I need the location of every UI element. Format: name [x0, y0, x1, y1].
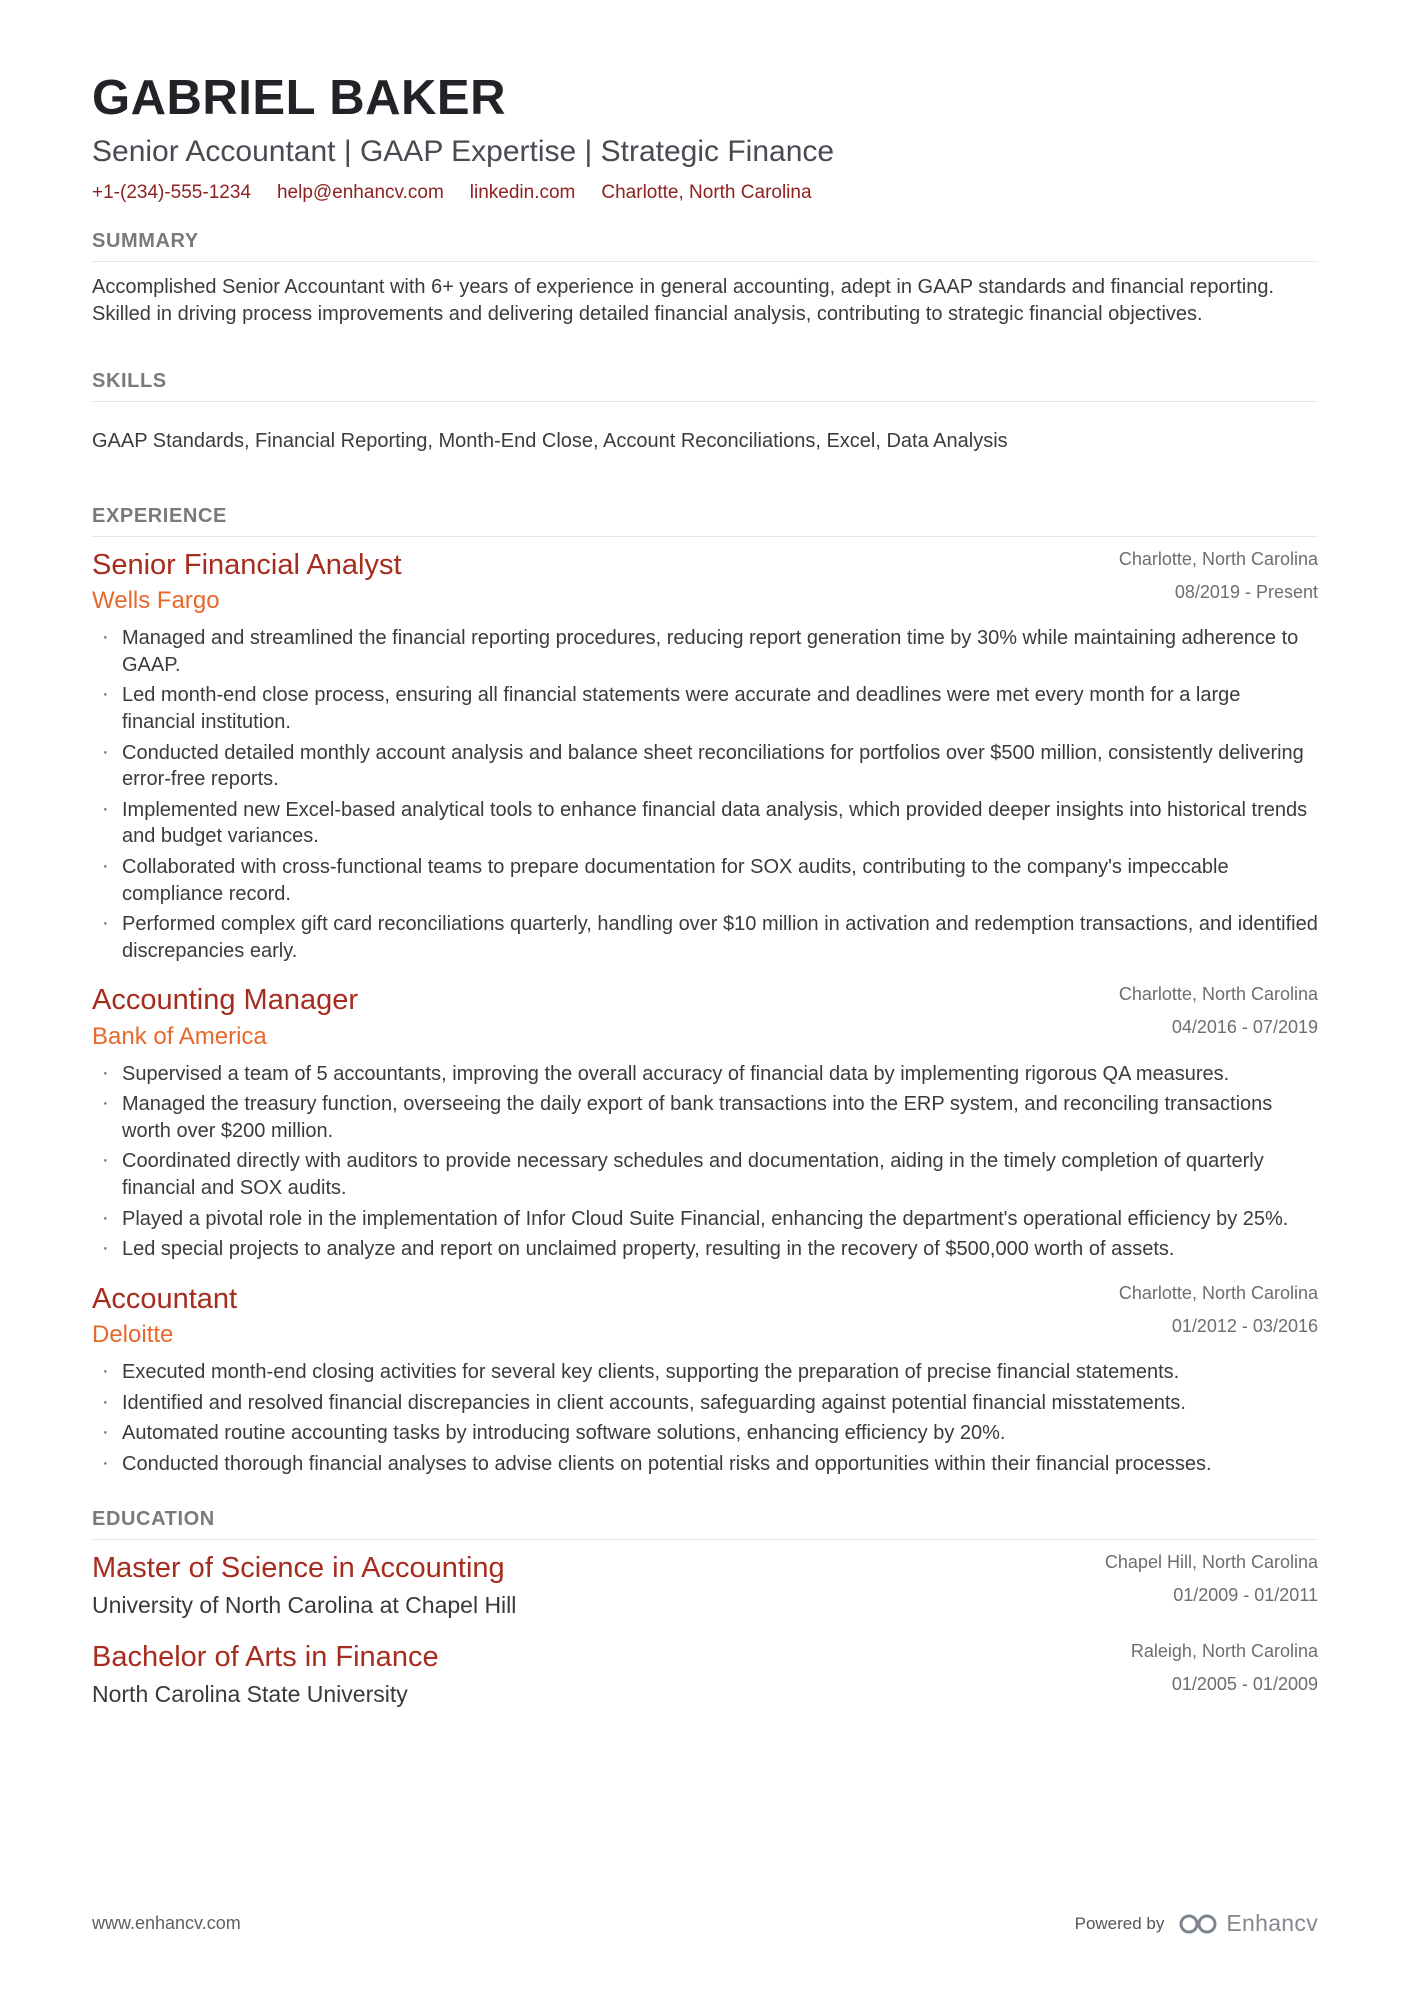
- summary-heading: SUMMARY: [92, 230, 1318, 262]
- job-title: Accounting Manager: [92, 984, 358, 1017]
- degree-title: Bachelor of Arts in Finance: [92, 1640, 439, 1673]
- education-section: [92, 1508, 1318, 1709]
- powered-by-label: Powered by: [1074, 1913, 1165, 1933]
- contact-email: help@enhancv.com: [276, 181, 444, 203]
- job-titles: [92, 549, 1119, 615]
- job-company: Bank of America: [92, 1022, 267, 1050]
- experience-item: [92, 549, 1318, 964]
- education-meta: [1105, 1552, 1318, 1606]
- contact-row: [92, 182, 1318, 204]
- job-header: [92, 984, 1318, 1050]
- job-title: Senior Financial Analyst: [92, 548, 402, 581]
- job-title: Accountant: [92, 1282, 238, 1315]
- bullet-item: · Led special projects to analyze and report on unclaimed property, resulting in the recovery of $500,000 worth of assets.: [92, 1236, 1318, 1263]
- education-item: [92, 1641, 1318, 1708]
- job-bullets: [92, 625, 1318, 964]
- job-header: [92, 1283, 1318, 1349]
- contact-location: Charlotte, North Carolina: [601, 181, 812, 203]
- school-name: University of North Carolina at Chapel Hill: [92, 1591, 517, 1618]
- skills-text: GAAP Standards, Financial Reporting, Month-End Close, Account Reconciliations, Excel, Data Analysis: [92, 429, 1008, 452]
- summary-text: Accomplished Senior Accountant with 6+ years of experience in general accounting, adept in GAAP standards and financial reporting. Skilled in driving process improvements and delivering detailed financial analysis, contributing to strategic financial objectives.: [92, 275, 1275, 325]
- experience-item: [92, 1283, 1318, 1478]
- contact-phone: +1-(234)-555-1234: [92, 181, 251, 203]
- job-location: Charlotte, North Carolina: [1118, 984, 1318, 1005]
- job-dates: 01/2012 - 03/2016: [1171, 1315, 1318, 1336]
- skills-section: [92, 370, 1318, 455]
- bullet-item: · Played a pivotal role in the implementation of Infor Cloud Suite Financial, enhancing the department's operational efficiency by 25%.: [92, 1206, 1318, 1233]
- education-heading: EDUCATION: [92, 1508, 1318, 1540]
- candidate-headline: Senior Accountant | GAAP Expertise | Strategic Finance: [92, 134, 835, 168]
- job-company: Wells Fargo: [92, 587, 220, 615]
- education-dates: 01/2005 - 01/2009: [1171, 1673, 1318, 1694]
- enhancv-brand-name: Enhancv: [1226, 1910, 1318, 1936]
- resume-header: [92, 72, 1318, 204]
- education-meta: [1131, 1641, 1318, 1695]
- enhancv-logo-icon: [1178, 1913, 1218, 1935]
- bullet-item: · Coordinated directly with auditors to provide necessary schedules and documentation, aiding in the timely completion of quarterly financial and SOX audits.: [92, 1148, 1318, 1201]
- enhancv-url: www.enhancv.com: [92, 1913, 241, 1933]
- education-dates: 01/2009 - 01/2011: [1173, 1584, 1318, 1605]
- bullet-item: · Automated routine accounting tasks by introducing software solutions, enhancing efficiency by 20%.: [92, 1420, 1318, 1447]
- powered-by-block: [1075, 1910, 1318, 1937]
- job-dates: 08/2019 - Present: [1174, 581, 1318, 602]
- education-header: [92, 1641, 1318, 1708]
- experience-item: [92, 984, 1318, 1263]
- education-location: Chapel Hill, North Carolina: [1104, 1551, 1318, 1572]
- bullet-item: · Executed month-end closing activities for several key clients, supporting the preparation of precise financial statements.: [92, 1359, 1318, 1386]
- bullet-item: · Collaborated with cross-functional teams to prepare documentation for SOX audits, contributing to the company's impeccable compliance record.: [92, 854, 1318, 907]
- experience-section: [92, 505, 1318, 1478]
- job-meta: [1119, 1283, 1318, 1337]
- school-name: North Carolina State University: [92, 1681, 408, 1708]
- page-footer: [92, 1910, 1318, 1937]
- job-bullets: [92, 1359, 1318, 1477]
- education-header: [92, 1552, 1318, 1619]
- education-titles: [92, 1552, 1105, 1619]
- job-meta: [1119, 549, 1318, 603]
- job-header: [92, 549, 1318, 615]
- job-company: Deloitte: [92, 1321, 174, 1349]
- education-titles: [92, 1641, 1131, 1708]
- candidate-name: GABRIEL BAKER: [92, 71, 506, 125]
- education-item: [92, 1552, 1318, 1619]
- degree-title: Master of Science in Accounting: [92, 1551, 505, 1584]
- education-location: Raleigh, North Carolina: [1130, 1640, 1318, 1661]
- job-titles: [92, 984, 1119, 1050]
- contact-linkedin: linkedin.com: [469, 181, 576, 203]
- job-titles: [92, 1283, 1119, 1349]
- bullet-item: · Led month-end close process, ensuring all financial statements were accurate and deadlines were met every month for a large financial institution.: [92, 682, 1318, 735]
- bullet-item: · Managed and streamlined the financial reporting procedures, reducing report generation time by 30% while maintaining adherence to GAAP.: [92, 625, 1318, 678]
- enhancv-brand: [1178, 1910, 1318, 1937]
- summary-section: [92, 230, 1318, 328]
- skills-heading: SKILLS: [92, 370, 1318, 402]
- bullet-item: · Conducted thorough financial analyses to advise clients on potential risks and opportunities within their financial processes.: [92, 1451, 1318, 1478]
- bullet-item: · Identified and resolved financial discrepancies in client accounts, safeguarding against potential financial misstatements.: [92, 1390, 1318, 1417]
- bullet-item: · Implemented new Excel-based analytical tools to enhance financial data analysis, which provided deeper insights into historical trends and budget variances.: [92, 797, 1318, 850]
- job-dates: 04/2016 - 07/2019: [1171, 1017, 1318, 1038]
- bullet-item: · Performed complex gift card reconciliations quarterly, handling over $10 million in activation and redemption transactions, and identified discrepancies early.: [92, 911, 1318, 964]
- job-location: Charlotte, North Carolina: [1118, 548, 1318, 569]
- bullet-item: · Managed the treasury function, overseeing the daily export of bank transactions into the ERP system, and reconciling transactions worth over $200 million.: [92, 1091, 1318, 1144]
- experience-heading: EXPERIENCE: [92, 505, 1318, 537]
- bullet-item: · Conducted detailed monthly account analysis and balance sheet reconciliations for portfolios over $500 million, consistently delivering error-free reports.: [92, 740, 1318, 793]
- job-bullets: [92, 1061, 1318, 1263]
- job-meta: [1119, 984, 1318, 1038]
- bullet-item: · Supervised a team of 5 accountants, improving the overall accuracy of financial data by implementing rigorous QA measures.: [92, 1061, 1318, 1088]
- job-location: Charlotte, North Carolina: [1118, 1282, 1318, 1303]
